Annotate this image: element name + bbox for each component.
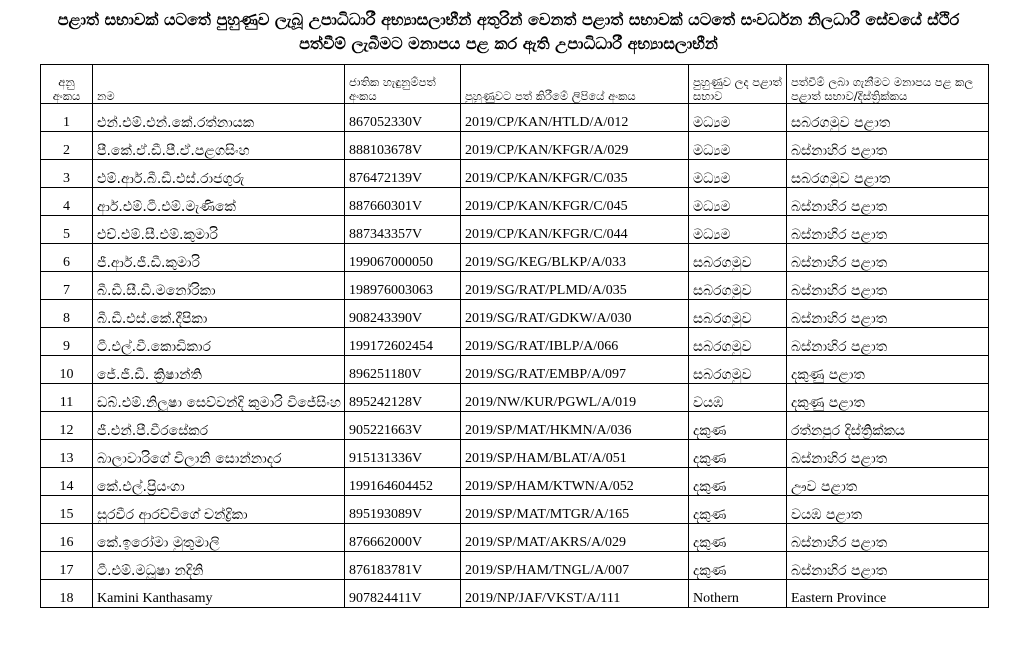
nic-cell: 896251180V bbox=[345, 356, 461, 384]
table-row bbox=[41, 468, 989, 496]
table-row bbox=[41, 132, 989, 160]
table-row bbox=[41, 412, 989, 440]
name-cell: Kamini Kanthasamy bbox=[93, 580, 345, 608]
preferred-province-cell: Eastern Province bbox=[787, 580, 989, 608]
letter-number-cell: 2019/SG/RAT/GDKW/A/030 bbox=[461, 300, 689, 328]
header-nic: ජාතික හැඳුනුම්පත් අංකය bbox=[345, 65, 461, 104]
name-cell: ජේ.ජී.ඩී. ක්‍රිෂාන්ති bbox=[93, 356, 345, 384]
table-row bbox=[41, 384, 989, 412]
letter-number-cell: 2019/SG/KEG/BLKP/A/033 bbox=[461, 244, 689, 272]
serial-cell: 17 bbox=[41, 552, 93, 580]
table-row bbox=[41, 272, 989, 300]
letter-number-cell: 2019/NW/KUR/PGWL/A/019 bbox=[461, 384, 689, 412]
nic-cell: 895242128V bbox=[345, 384, 461, 412]
letter-number-cell: 2019/SP/MAT/MTGR/A/165 bbox=[461, 496, 689, 524]
nic-cell: 199172602454 bbox=[345, 328, 461, 356]
trained-province-cell: වයඹ bbox=[689, 384, 787, 412]
preferred-province-cell: දකුණු පළාත bbox=[787, 356, 989, 384]
preferred-province-cell: බස්නාහිර පළාත bbox=[787, 132, 989, 160]
table-row bbox=[41, 244, 989, 272]
table-row bbox=[41, 300, 989, 328]
header-letter-no: පුහුණුවට පත් කිරීමේ ලිපියේ අංකය bbox=[461, 65, 689, 104]
name-cell: එන්.එම්.එන්.කේ.රත්නායක bbox=[93, 104, 345, 132]
nic-cell: 895193089V bbox=[345, 496, 461, 524]
trained-province-cell: දකුණ bbox=[689, 440, 787, 468]
nic-cell: 198976003063 bbox=[345, 272, 461, 300]
trained-province-cell: දකුණ bbox=[689, 552, 787, 580]
table-row bbox=[41, 216, 989, 244]
preferred-province-cell: බස්නාහිර පළාත bbox=[787, 328, 989, 356]
serial-cell: 12 bbox=[41, 412, 93, 440]
letter-number-cell: 2019/CP/KAN/KFGR/C/035 bbox=[461, 160, 689, 188]
preferred-province-cell: සබරගමුව පළාත bbox=[787, 160, 989, 188]
serial-cell: 1 bbox=[41, 104, 93, 132]
header-serial: අනු අංකය bbox=[41, 65, 93, 104]
nic-cell: 905221663V bbox=[345, 412, 461, 440]
name-cell: ටී.එම්.මධූෂා නදිනි bbox=[93, 552, 345, 580]
document-title bbox=[0, 8, 1017, 56]
serial-cell: 13 bbox=[41, 440, 93, 468]
table-row bbox=[41, 440, 989, 468]
letter-number-cell: 2019/SP/HAM/BLAT/A/051 bbox=[461, 440, 689, 468]
name-cell: ඩබ්.එම්.නිලුෂා සෙව්වන්දි කුමාරි විජේසිංහ bbox=[93, 384, 345, 412]
table-row bbox=[41, 524, 989, 552]
nic-cell: 915131336V bbox=[345, 440, 461, 468]
trained-province-cell: Nothern bbox=[689, 580, 787, 608]
name-cell: බී.ඩී.එස්.කේ.දීපිකා bbox=[93, 300, 345, 328]
letter-number-cell: 2019/NP/JAF/VKST/A/111 bbox=[461, 580, 689, 608]
preferred-province-cell: සබරගමුව පළාත bbox=[787, 104, 989, 132]
name-cell: කේ.ඉරෝමා මුතුමාලි bbox=[93, 524, 345, 552]
serial-cell: 7 bbox=[41, 272, 93, 300]
letter-number-cell: 2019/CP/KAN/KFGR/C/045 bbox=[461, 188, 689, 216]
table-body bbox=[41, 104, 989, 608]
trained-province-cell: සබරගමුව bbox=[689, 272, 787, 300]
name-cell: බී.ඩී.සී.ඩී.මනෝරිකා bbox=[93, 272, 345, 300]
serial-cell: 6 bbox=[41, 244, 93, 272]
table-row bbox=[41, 496, 989, 524]
preferred-province-cell: බස්නාහිර පළාත bbox=[787, 244, 989, 272]
letter-number-cell: 2019/SP/MAT/AKRS/A/029 bbox=[461, 524, 689, 552]
letter-number-cell: 2019/SG/RAT/EMBP/A/097 bbox=[461, 356, 689, 384]
serial-cell: 18 bbox=[41, 580, 93, 608]
preferred-province-cell: රත්නපුර දිස්ත්‍රික්කය bbox=[787, 412, 989, 440]
trained-province-cell: මධ්‍යම bbox=[689, 188, 787, 216]
letter-number-cell: 2019/CP/KAN/KFGR/C/044 bbox=[461, 216, 689, 244]
name-cell: පී.කේ.ඒ.ඩී.පී.ඒ.පළගසිංහ bbox=[93, 132, 345, 160]
appointments-table bbox=[40, 64, 989, 608]
serial-cell: 10 bbox=[41, 356, 93, 384]
name-cell: ජී.ආර්.ජී.ඩී.කුමාරි bbox=[93, 244, 345, 272]
letter-number-cell: 2019/SP/HAM/TNGL/A/007 bbox=[461, 552, 689, 580]
nic-cell: 876472139V bbox=[345, 160, 461, 188]
letter-number-cell: 2019/CP/KAN/KFGR/A/029 bbox=[461, 132, 689, 160]
serial-cell: 15 bbox=[41, 496, 93, 524]
name-cell: ජී.එන්.පී.වීරසේකර bbox=[93, 412, 345, 440]
header-preferred-province: පත්වීම් ලබා ගැනීමට මනාපය පළ කල පළාත් සභාව/දිස්ත්‍රික්කය bbox=[787, 65, 989, 104]
name-cell: කේ.එල්.ප්‍රියංගා bbox=[93, 468, 345, 496]
preferred-province-cell: බස්නාහිර පළාත bbox=[787, 300, 989, 328]
header-name: නම bbox=[93, 65, 345, 104]
trained-province-cell: මධ්‍යම bbox=[689, 132, 787, 160]
name-cell: එච්.එම්.සී.එම්.කුමාරි bbox=[93, 216, 345, 244]
serial-cell: 5 bbox=[41, 216, 93, 244]
serial-cell: 11 bbox=[41, 384, 93, 412]
nic-cell: 199067000050 bbox=[345, 244, 461, 272]
table-row bbox=[41, 104, 989, 132]
trained-province-cell: මධ්‍යම bbox=[689, 104, 787, 132]
table-row bbox=[41, 188, 989, 216]
nic-cell: 908243390V bbox=[345, 300, 461, 328]
trained-province-cell: මධ්‍යම bbox=[689, 160, 787, 188]
trained-province-cell: සබරගමුව bbox=[689, 328, 787, 356]
name-cell: බාලාවාරිගේ චිලානි සොන්නාදර bbox=[93, 440, 345, 468]
serial-cell: 4 bbox=[41, 188, 93, 216]
name-cell: සුරවීර ආරච්චිගේ චන්ද්‍රිකා bbox=[93, 496, 345, 524]
serial-cell: 16 bbox=[41, 524, 93, 552]
preferred-province-cell: ඌව පළාත bbox=[787, 468, 989, 496]
table-row bbox=[41, 356, 989, 384]
serial-cell: 3 bbox=[41, 160, 93, 188]
name-cell: එම්.ආර්.බී.ඩී.එස්.රාජගුරු bbox=[93, 160, 345, 188]
nic-cell: 876662000V bbox=[345, 524, 461, 552]
nic-cell: 907824411V bbox=[345, 580, 461, 608]
trained-province-cell: මධ්‍යම bbox=[689, 216, 787, 244]
letter-number-cell: 2019/SG/RAT/PLMD/A/035 bbox=[461, 272, 689, 300]
letter-number-cell: 2019/CP/KAN/HTLD/A/012 bbox=[461, 104, 689, 132]
name-cell: ආර්.එම්.ටී.එම්.මැණිකේ bbox=[93, 188, 345, 216]
trained-province-cell: දකුණ bbox=[689, 412, 787, 440]
preferred-province-cell: බස්නාහිර පළාත bbox=[787, 272, 989, 300]
preferred-province-cell: බස්නාහිර පළාත bbox=[787, 524, 989, 552]
table-row bbox=[41, 552, 989, 580]
nic-cell: 867052330V bbox=[345, 104, 461, 132]
trained-province-cell: සබරගමුව bbox=[689, 356, 787, 384]
name-cell: ටී.එල්.වී.කොඩිකාර bbox=[93, 328, 345, 356]
trained-province-cell: සබරගමුව bbox=[689, 244, 787, 272]
trained-province-cell: සබරගමුව bbox=[689, 300, 787, 328]
table-row bbox=[41, 580, 989, 608]
serial-cell: 9 bbox=[41, 328, 93, 356]
title-line-1: පළාත් සභාවක් යටතේ පුහුණුව ලැබූ උපාධිධාරී අභ්‍යාසලාභීන් අතුරින් වෙනත් පළාත් සභාවක් යටතේ සංවර්ධන නිලධාරී සේවයේ ස්ථිර bbox=[57, 10, 960, 29]
nic-cell: 887660301V bbox=[345, 188, 461, 216]
nic-cell: 887343357V bbox=[345, 216, 461, 244]
table-header-row bbox=[41, 65, 989, 104]
letter-number-cell: 2019/SP/HAM/KTWN/A/052 bbox=[461, 468, 689, 496]
serial-cell: 2 bbox=[41, 132, 93, 160]
nic-cell: 876183781V bbox=[345, 552, 461, 580]
serial-cell: 14 bbox=[41, 468, 93, 496]
trained-province-cell: දකුණ bbox=[689, 496, 787, 524]
table-row bbox=[41, 328, 989, 356]
trained-province-cell: දකුණ bbox=[689, 524, 787, 552]
title-line-2: පත්වීම් ලැබීමට මනාපය පළ කර ඇති උපාධිධාරී අභ්‍යාසලාභීන් bbox=[299, 34, 718, 53]
preferred-province-cell: බස්නාහිර පළාත bbox=[787, 552, 989, 580]
nic-cell: 888103678V bbox=[345, 132, 461, 160]
letter-number-cell: 2019/SG/RAT/IBLP/A/066 bbox=[461, 328, 689, 356]
preferred-province-cell: වයඹ පළාත bbox=[787, 496, 989, 524]
letter-number-cell: 2019/SP/MAT/HKMN/A/036 bbox=[461, 412, 689, 440]
nic-cell: 199164604452 bbox=[345, 468, 461, 496]
preferred-province-cell: දකුණු පළාත bbox=[787, 384, 989, 412]
header-trained-province: පුහුණුව ලද පළාත් සභාව bbox=[689, 65, 787, 104]
table-row bbox=[41, 160, 989, 188]
preferred-province-cell: බස්නාහිර පළාත bbox=[787, 188, 989, 216]
serial-cell: 8 bbox=[41, 300, 93, 328]
preferred-province-cell: බස්නාහිර පළාත bbox=[787, 216, 989, 244]
trained-province-cell: දකුණ bbox=[689, 468, 787, 496]
preferred-province-cell: බස්නාහිර පළාත bbox=[787, 440, 989, 468]
